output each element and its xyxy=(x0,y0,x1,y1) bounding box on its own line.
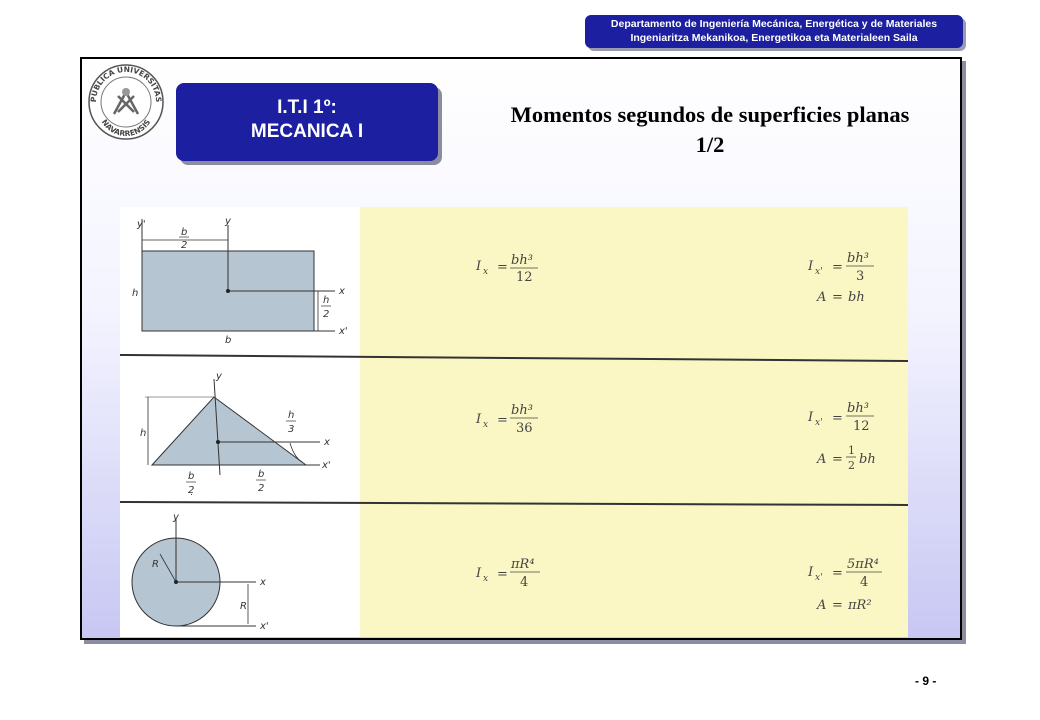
svg-text:=: = xyxy=(497,567,508,582)
rect-label-b: b xyxy=(225,335,232,346)
rect-ix-den: 12 xyxy=(516,270,533,285)
tri-b-over: b xyxy=(188,471,195,482)
circ-area-lhs: A xyxy=(817,598,827,613)
moments-table xyxy=(120,207,908,637)
rect-half-b-den: 2 xyxy=(181,240,188,251)
svg-text:=: = xyxy=(497,260,508,275)
circ-area-rhs: πR² xyxy=(848,598,872,613)
department-name-es: Departamento de Ingeniería Mecánica, Energética y de Materiales xyxy=(610,18,938,30)
tri-area-frac-den: 2 xyxy=(848,459,855,472)
tri-third-h-den: 3 xyxy=(288,424,295,435)
tri-area-lhs: A xyxy=(817,452,827,467)
rect-label-y-prime: y' xyxy=(137,219,146,230)
rect-half-b-num: b xyxy=(181,227,188,238)
svg-text:=: = xyxy=(832,598,843,613)
svg-text:=: = xyxy=(832,260,843,275)
rect-area-formula xyxy=(816,290,865,305)
circ-label-R2: R xyxy=(240,601,247,612)
svg-text:=: = xyxy=(832,452,843,467)
department-name-eu: Ingeniaritza Mekanikoa, Energetikoa eta Materialeen Saila xyxy=(630,32,918,44)
circ-label-y: y xyxy=(173,512,179,523)
rect-area-rhs: bh xyxy=(848,290,865,305)
rect-ixp-sub: x' xyxy=(815,267,823,277)
seal-bottom-text: NAVARRENSIS xyxy=(99,117,153,139)
tri-third-h-num: h xyxy=(288,410,295,421)
rect-ix-sub: x xyxy=(483,267,489,277)
course-line2: MECANICA I xyxy=(250,121,364,142)
tri-ix-lhs: I xyxy=(476,412,482,427)
tri-ix-sub: x xyxy=(483,420,489,430)
department-banner xyxy=(585,15,963,48)
svg-text:=: = xyxy=(832,411,843,426)
slide-title-line1: Momentos segundos de superficies planas xyxy=(510,102,910,127)
tri-half-b-num: b xyxy=(258,469,265,480)
tri-half-b-den: 2 xyxy=(258,483,265,494)
circ-ix-lhs: I xyxy=(476,566,482,581)
circ-ix-num: πR⁴ xyxy=(511,557,535,572)
svg-text:=: = xyxy=(832,566,843,581)
rect-label-x: x xyxy=(339,286,345,297)
circ-ixp-lhs: I xyxy=(808,565,814,580)
tri-label-y: y xyxy=(216,371,222,382)
circ-label-R: R xyxy=(152,559,159,570)
circ-ixp-num: 5πR⁴ xyxy=(847,557,879,572)
circ-label-x-prime: x' xyxy=(260,621,269,632)
svg-text:=: = xyxy=(497,413,508,428)
rect-ixp-den: 3 xyxy=(856,269,865,284)
circ-ixp-sub: x' xyxy=(815,573,823,583)
tri-area-rhs: bh xyxy=(859,452,876,467)
tri-label-x-prime: x' xyxy=(322,460,331,471)
university-seal-icon xyxy=(86,62,166,142)
tri-ixp-num: bh³ xyxy=(847,401,869,416)
tri-ixp-lhs: I xyxy=(808,410,814,425)
slide-title-line2: 1/2 xyxy=(695,132,725,157)
tri-ix-den: 36 xyxy=(516,421,533,436)
tri-ixp-den: 12 xyxy=(853,419,870,434)
rect-ix-lhs: I xyxy=(476,259,482,274)
tri-ix-num: bh³ xyxy=(511,403,533,418)
rect-ixp-lhs: I xyxy=(808,259,814,274)
tri-area-frac-num: 1 xyxy=(848,444,855,457)
rect-ixp-num: bh³ xyxy=(847,251,869,266)
rect-ix-num: bh³ xyxy=(511,253,533,268)
tri-b-under: 2̣ xyxy=(188,485,195,496)
page-number: - 9 - xyxy=(915,674,937,688)
rect-label-x-prime: x' xyxy=(339,326,348,337)
circ-ix-sub: x xyxy=(483,574,489,584)
rect-label-y: y xyxy=(225,216,231,227)
circ-label-x: x xyxy=(260,577,266,588)
circ-ixp-den: 4 xyxy=(860,575,869,590)
tri-label-h: h xyxy=(140,428,147,439)
rect-half-h-den: 2 xyxy=(323,309,330,320)
svg-text:=: = xyxy=(832,290,843,305)
rect-area-lhs: A xyxy=(817,290,827,305)
circ-ix-den: 4 xyxy=(520,575,529,590)
seal-top-text: PUBLICA UNIVERSITAS xyxy=(88,64,164,103)
rect-label-h: h xyxy=(132,288,139,299)
rect-half-h-num: h xyxy=(323,295,330,306)
tri-ixp-sub: x' xyxy=(815,418,823,428)
course-badge xyxy=(176,83,438,161)
slide-title xyxy=(455,100,965,160)
tri-label-x: x xyxy=(324,437,330,448)
course-line1: I.T.I 1º: xyxy=(277,97,337,118)
